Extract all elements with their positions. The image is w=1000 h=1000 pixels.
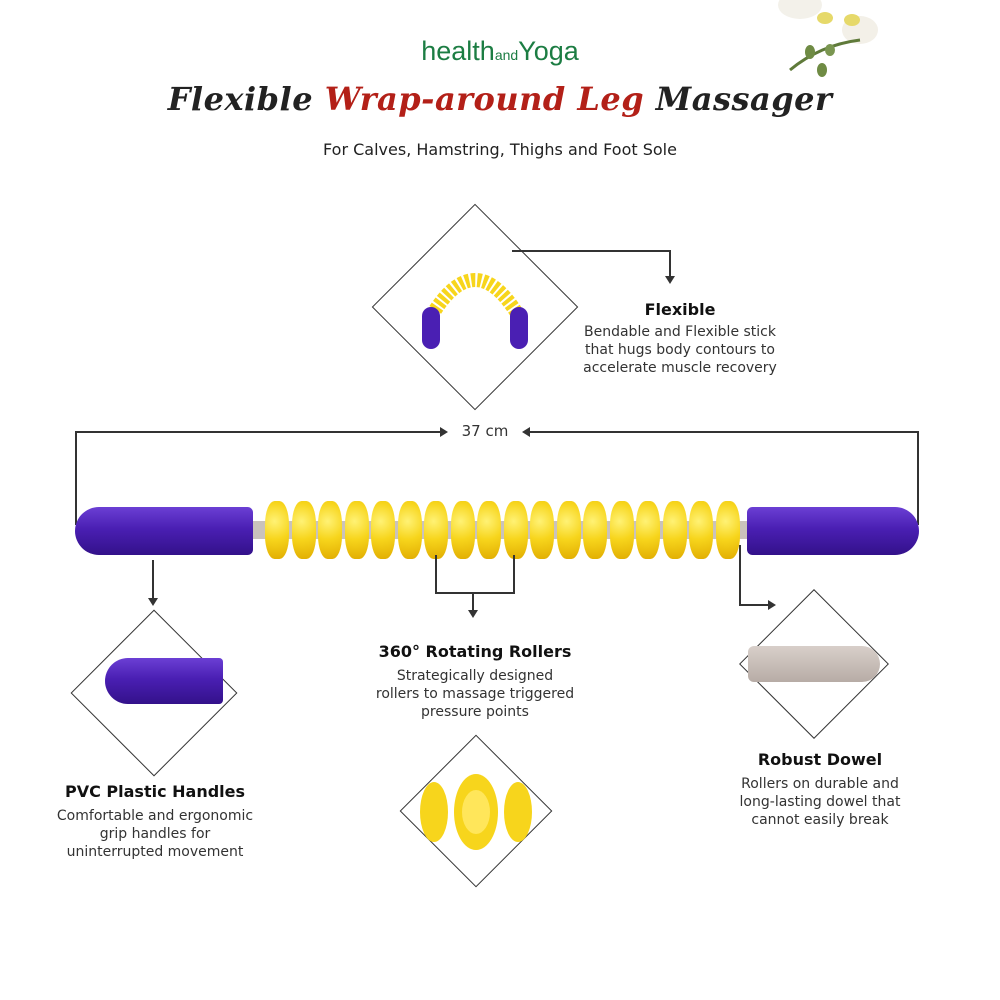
massager-stick — [75, 495, 920, 565]
roller — [265, 501, 289, 559]
left-handle — [75, 507, 253, 555]
roller — [557, 501, 581, 559]
bent-massager-image — [410, 255, 540, 365]
feature-dowel: Robust Dowel Rollers on durable and long-lasting dowel that cannot easily break — [700, 750, 940, 829]
feature-dowel-title: Robust Dowel — [757, 750, 883, 769]
feature-flexible-title: Flexible — [644, 300, 716, 319]
page-subtitle: For Calves, Hamstring, Thighs and Foot Sole — [323, 140, 677, 159]
roller — [636, 501, 660, 559]
feature-rollers: 360° Rotating Rollers Strategically designed rollers to massage triggered pressure points — [345, 642, 605, 721]
roller — [530, 501, 554, 559]
roller — [716, 501, 740, 559]
feature-rollers-title: 360° Rotating Rollers — [378, 642, 572, 661]
roller — [292, 501, 316, 559]
roller — [371, 501, 395, 559]
roller — [477, 501, 501, 559]
roller — [345, 501, 369, 559]
roller — [398, 501, 422, 559]
page-title: Flexible Wrap-around Leg Massager — [167, 80, 833, 118]
brand-logo: healthandYoga — [421, 36, 579, 66]
feature-flexible: Flexible Bendable and Flexible stick that hugs body contours to accelerate muscle recovery — [560, 300, 800, 377]
roller — [689, 501, 713, 559]
feature-handles-title: PVC Plastic Handles — [64, 782, 246, 801]
roller — [583, 501, 607, 559]
roller — [424, 501, 448, 559]
roller — [610, 501, 634, 559]
roller — [451, 501, 475, 559]
feature-handles: PVC Plastic Handles Comfortable and ergonomic grip handles for uninterrupted movement — [30, 782, 280, 861]
roller — [318, 501, 342, 559]
roller-closeup-image — [420, 770, 532, 854]
right-handle — [747, 507, 919, 555]
measurement-label: 37 cm — [461, 422, 509, 440]
handle-closeup-image — [105, 658, 223, 704]
roller — [504, 501, 528, 559]
roller — [663, 501, 687, 559]
dowel-closeup-image — [748, 646, 880, 682]
